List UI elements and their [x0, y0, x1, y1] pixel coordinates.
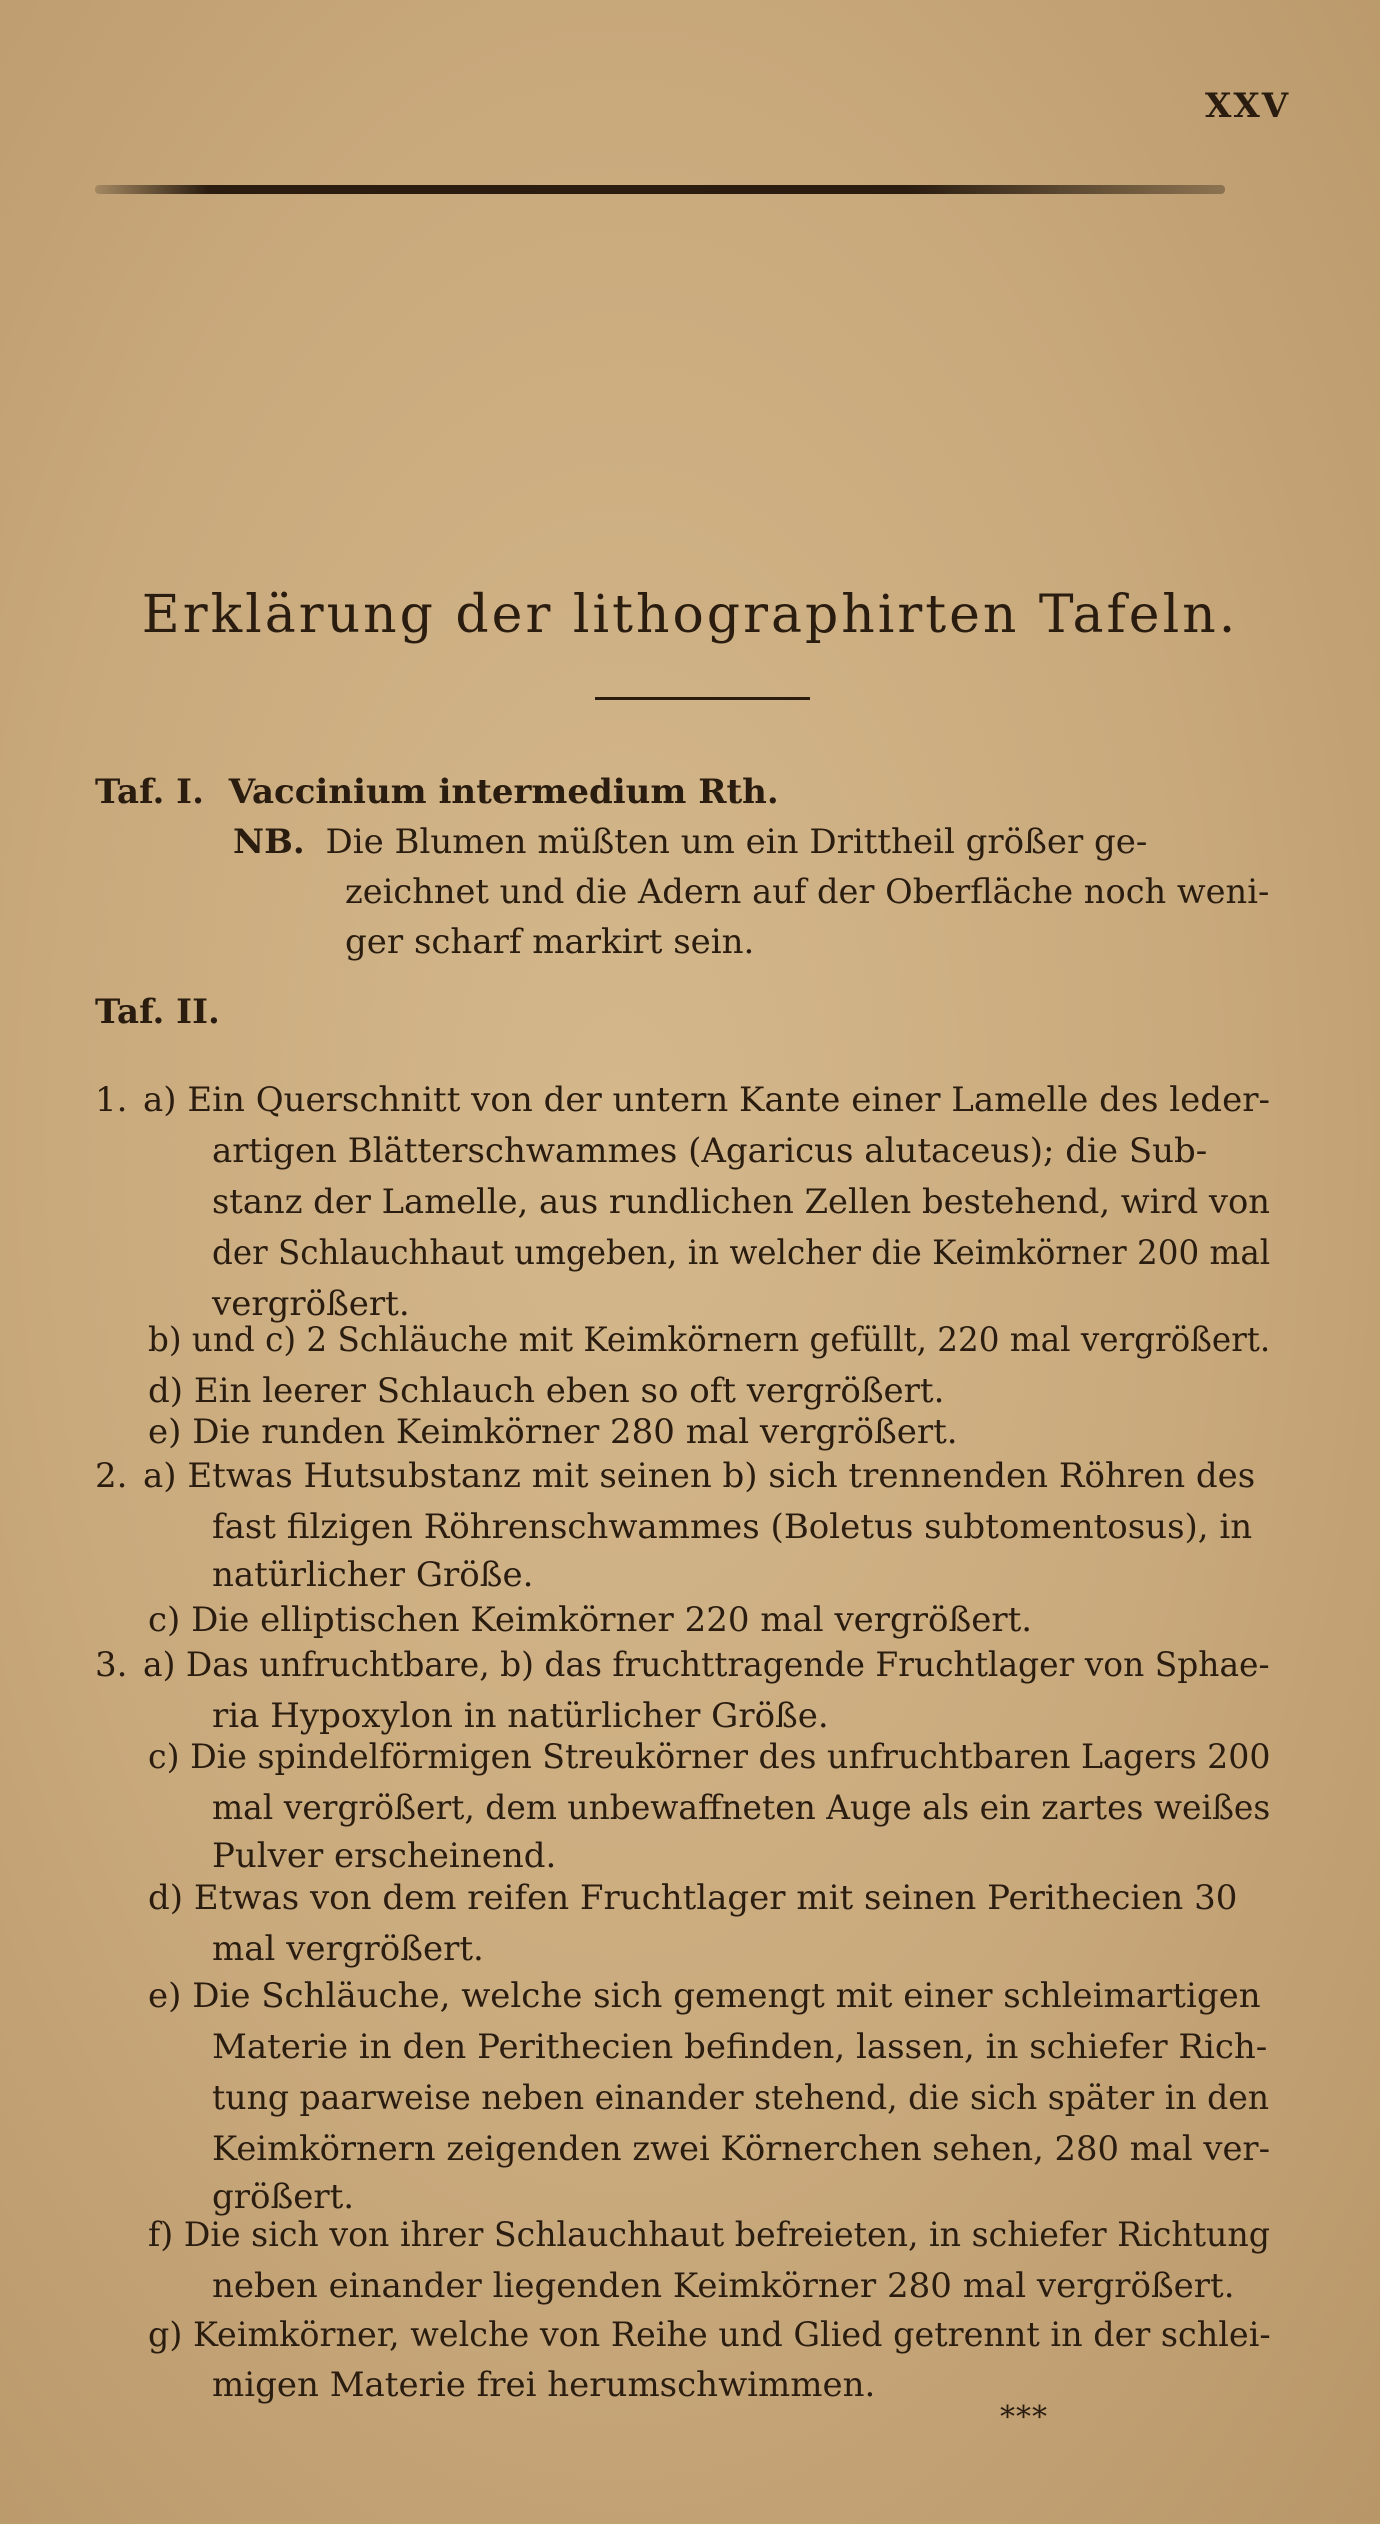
- entry-line: c) Die spindelförmigen Streukörner des unfruchtbaren Lagers 200: [148, 1737, 1271, 1777]
- entry-line: a) Etwas Hutsubstanz mit seinen b) sich trennenden Röhren des: [143, 1456, 1256, 1496]
- entry-line: der Schlauchhaut umgeben, in welcher die Keimkörner 200 mal: [212, 1233, 1271, 1273]
- header-rule: [95, 185, 1225, 194]
- entry-line: migen Materie frei herumschwimmen.: [212, 2365, 876, 2405]
- entry-line: stanz der Lamelle, aus rundlichen Zellen bestehend, wird von: [212, 1182, 1270, 1222]
- page-number: XXV: [1205, 86, 1291, 126]
- entry-line: fast filzigen Röhrenschwammes (Boletus subtomentosus), in: [212, 1507, 1253, 1547]
- entry-line: ria Hypoxylon in natürlicher Größe.: [212, 1696, 829, 1736]
- taf2-label: Taf. II.: [95, 992, 220, 1032]
- entry-line: artigen Blätterschwammes (Agaricus alutaceus); die Sub-: [212, 1131, 1208, 1171]
- entry-line: vergrößert.: [212, 1284, 410, 1324]
- nb-label: NB.: [233, 822, 305, 862]
- entry-line: Pulver erscheinend.: [212, 1836, 557, 1876]
- entry-line: Keimkörnern zeigenden zwei Körnerchen sehen, 280 mal ver-: [212, 2129, 1270, 2169]
- entry-line: a) Das unfruchtbare, b) das fruchttragende Fruchtlager von Sphae-: [143, 1645, 1270, 1685]
- entry-line: neben einander liegenden Keimkörner 280 mal vergrößert.: [212, 2266, 1235, 2306]
- footer-mark: ***: [1000, 2400, 1048, 2435]
- entry-line: b) und c) 2 Schläuche mit Keimkörnern gefüllt, 220 mal vergrößert.: [148, 1320, 1271, 1360]
- title-rule: [595, 697, 810, 700]
- entry-line: tung paarweise neben einander stehend, die sich später in den: [212, 2078, 1270, 2118]
- taf1-note-text: zeichnet und die Adern auf der Oberfläche noch weni-: [345, 872, 1270, 912]
- entry-line: g) Keimkörner, welche von Reihe und Glied getrennt in der schlei-: [148, 2315, 1271, 2355]
- entry-line: mal vergrößert, dem unbewaffneten Auge als ein zartes weißes: [212, 1788, 1271, 1828]
- entry-line: größert.: [212, 2177, 355, 2217]
- entry-line: mal vergrößert.: [212, 1929, 484, 1969]
- entry-line: natürlicher Größe.: [212, 1555, 534, 1595]
- entry-number: 1.: [95, 1080, 128, 1120]
- taf1-heading: [95, 772, 779, 812]
- taf1-species: Vaccinium intermedium Rth.: [228, 772, 779, 812]
- entry-number: 2.: [95, 1456, 128, 1496]
- taf1-note-text: ger scharf markirt sein.: [345, 922, 755, 962]
- taf1-label: Taf. I.: [95, 772, 204, 812]
- entry-line: c) Die elliptischen Keimkörner 220 mal vergrößert.: [148, 1600, 1033, 1640]
- entry-line: f) Die sich von ihrer Schlauchhaut befreieten, in schiefer Richtung: [148, 2215, 1271, 2255]
- entry-line: d) Ein leerer Schlauch eben so oft vergrößert.: [148, 1371, 945, 1411]
- entry-line: a) Ein Querschnitt von der untern Kante einer Lamelle des leder-: [143, 1080, 1270, 1120]
- entry-number: 3.: [95, 1645, 128, 1685]
- entry-line: e) Die Schläuche, welche sich gemengt mit einer schleimartigen: [148, 1976, 1261, 2016]
- entry-line: e) Die runden Keimkörner 280 mal vergrößert.: [148, 1412, 958, 1452]
- entry-line: d) Etwas von dem reifen Fruchtlager mit seinen Perithecien 30: [148, 1878, 1238, 1918]
- taf1-note-line: [233, 822, 1148, 862]
- page-title: Erklärung der lithographirten Tafeln.: [141, 585, 1239, 645]
- taf1-note-text: Die Blumen müßten um ein Drittheil größer ge-: [325, 822, 1148, 862]
- entry-line: Materie in den Perithecien befinden, lassen, in schiefer Rich-: [212, 2027, 1268, 2067]
